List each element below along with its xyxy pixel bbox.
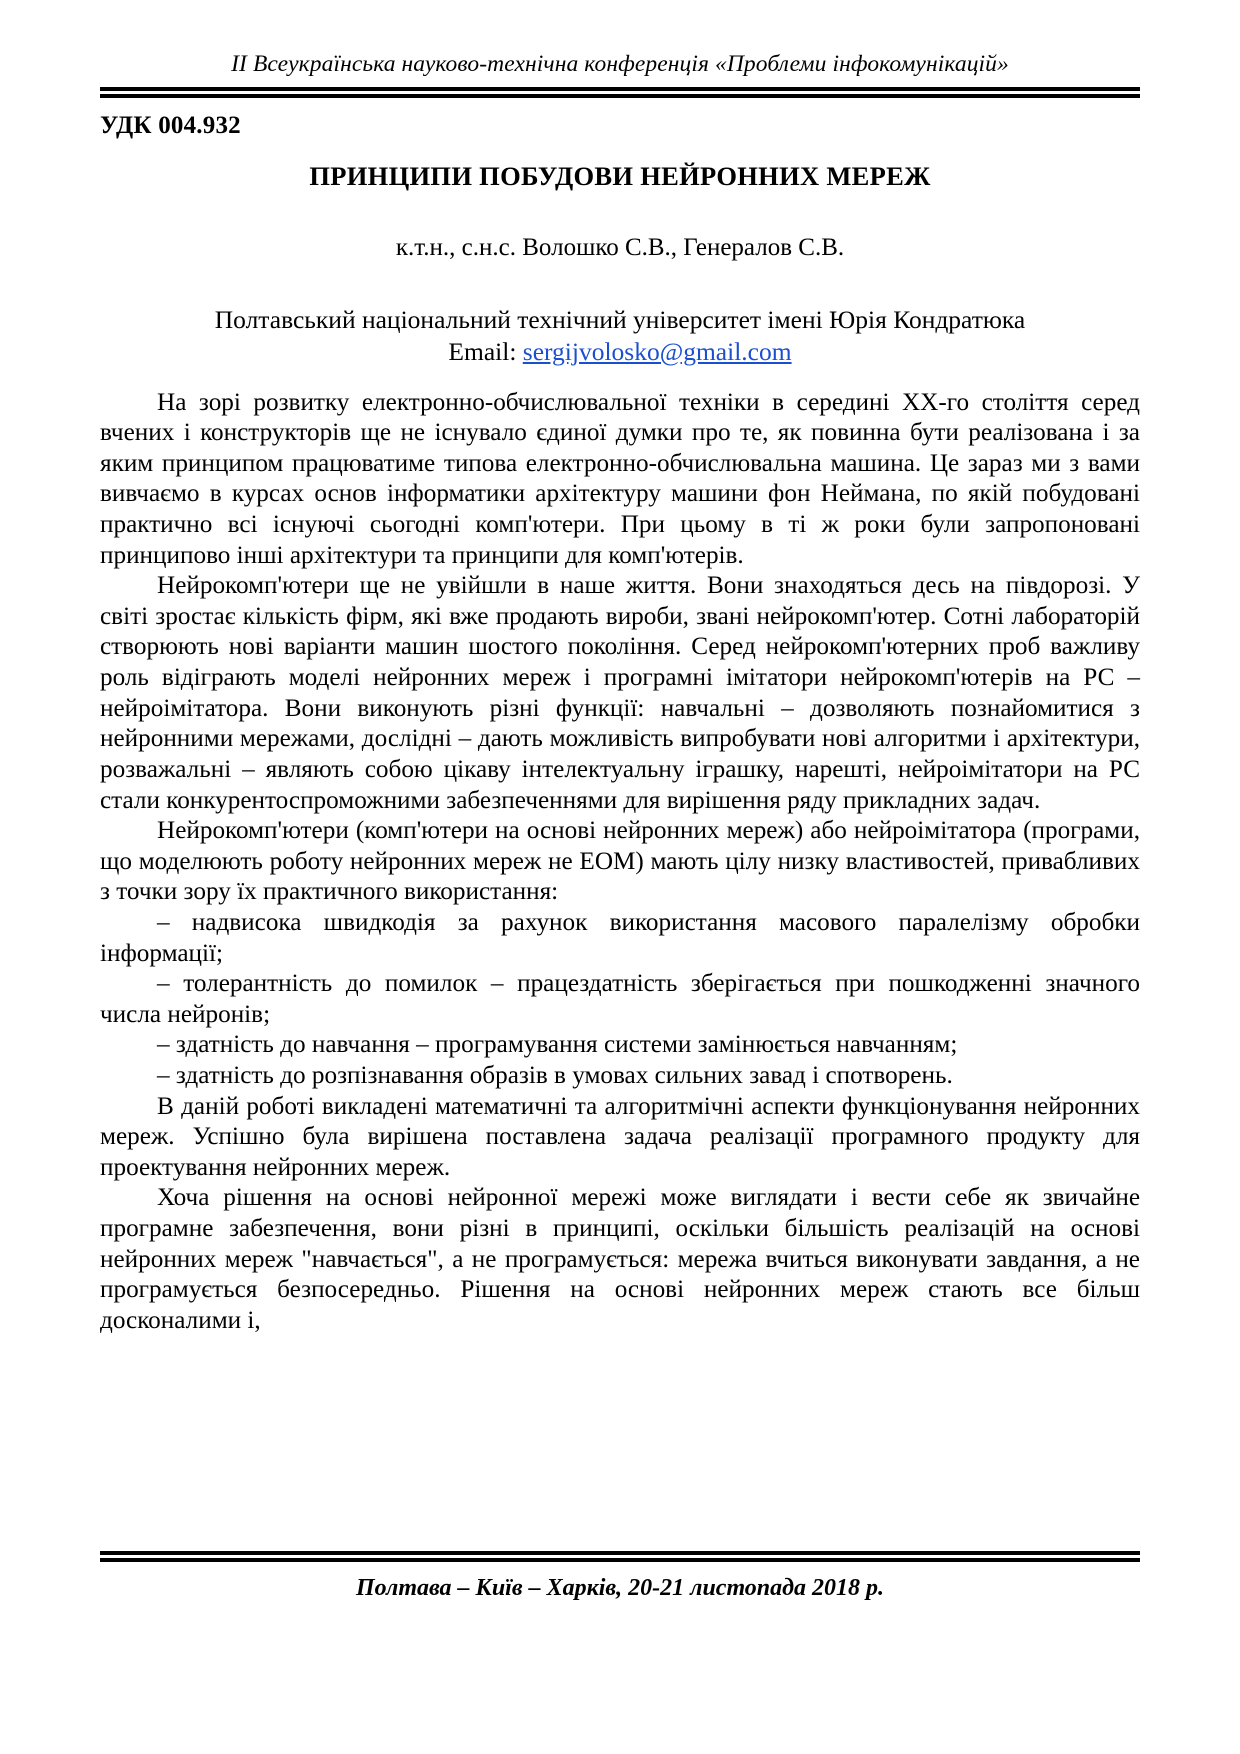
page-footer xyxy=(100,1551,1140,1602)
email-label: Email: xyxy=(448,336,517,366)
paragraph: Хоча рішення на основі нейронної мережі може виглядати і вести себе як звичайне програмне забезпечення, вони різні в принципі, оскільки більшість реалізацій на основі нейронних мереж "навчається", а не програмується: мережа вчиться виконувати завдання, а не програмується безпосередньо. Рішення на основі нейронних мереж стають все більш досконалими і, xyxy=(100,1184,1140,1334)
list-item: – толерантність до помилок – працездатність зберігається при пошкодженні значного числа нейронів; xyxy=(100,970,1140,1028)
email-link[interactable]: sergijvolosko@gmail.com xyxy=(522,336,792,366)
affiliation-line: Полтавський національний технічний університет імені Юрія Кондратюка xyxy=(214,304,1026,334)
footer-rule xyxy=(100,1551,1140,1562)
paragraph: В даній роботі викладені математичні та алгоритмічні аспекти функціонування нейронних мереж. Успішно була вирішена поставлена задача реалізації програмного продукту для проектування нейронних мереж. xyxy=(100,1092,1140,1181)
running-header: ІІ Всеукраїнська науково-технічна конференція «Проблеми інфокомунікацій» xyxy=(231,51,1009,77)
email-line xyxy=(100,336,1140,368)
udk-code: УДК 004.932 xyxy=(100,111,241,139)
paragraph: На зорі розвитку електронно-обчислювальної техніки в середині ХХ-го століття серед вчених і конструкторів ще не існувало єдиної думки про те, як повинна бути реалізована і за яким принципом працюватиме типова електронно-обчислювальна машина. Це зараз ми з вами вивчаємо в курсах основ інформатики архітектуру машини фон Неймана, по якій побудовані практично всі існуючі сьогодні комп'ютери. При цьому в ті ж роки були запропоновані принципово інші архітектури та принципи для комп'ютерів. xyxy=(100,388,1140,569)
list-item: – здатність до розпізнавання образів в умовах сильних завад і спотворень. xyxy=(157,1062,953,1089)
page-title: ПРИНЦИПИ ПОБУДОВИ НЕЙРОННИХ МЕРЕЖ xyxy=(309,160,931,191)
header-rule xyxy=(100,87,1140,98)
list-item: – надвисока швидкодія за рахунок використання масового паралелізму обробки інформації; xyxy=(100,908,1140,967)
list-item: – здатність до навчання – програмування системи замінюється навчанням; xyxy=(157,1031,958,1059)
paragraph: Нейрокомп'ютери (комп'ютери на основі нейронних мереж) або нейроімітатора (програми, що моделюють роботу нейронних мереж не ЕОМ) мають цілу низку властивостей, привабливих з точки зору їх практичного використання: xyxy=(100,817,1140,906)
paragraph: Нейрокомп'ютери ще не увійшли в наше життя. Вони знаходяться десь на півдорозі. У світі зростає кількість фірм, які вже продають вироби, звані нейрокомп'ютер. Сотні лабораторій створюють нові варіанти машин шостого покоління. Серед нейрокомп'ютерних проб важливу роль відіграють моделі нейронних мереж і програмні імітатори нейрокомп'ютерів на РС – нейроімітатора. Вони виконують різні функції: навчальні – дозволяють познайомитися з нейронними мережами, дослідні – дають можливість випробувати нові алгоритми і архітектури, розважальні – являють собою цікаву інтелектуальну іграшку, нарешті, нейроімітатори на РС стали конкурентоспроможними забезпеченнями для вирішення ряду прикладних задач. xyxy=(100,572,1140,814)
footer-text: Полтава – Київ – Харків, 20-21 листопада 2018 р. xyxy=(355,1575,885,1601)
authors-line: к.т.н., с.н.с. Волошко С.В., Генералов С.В. xyxy=(395,233,845,261)
body-text xyxy=(100,388,1140,1337)
